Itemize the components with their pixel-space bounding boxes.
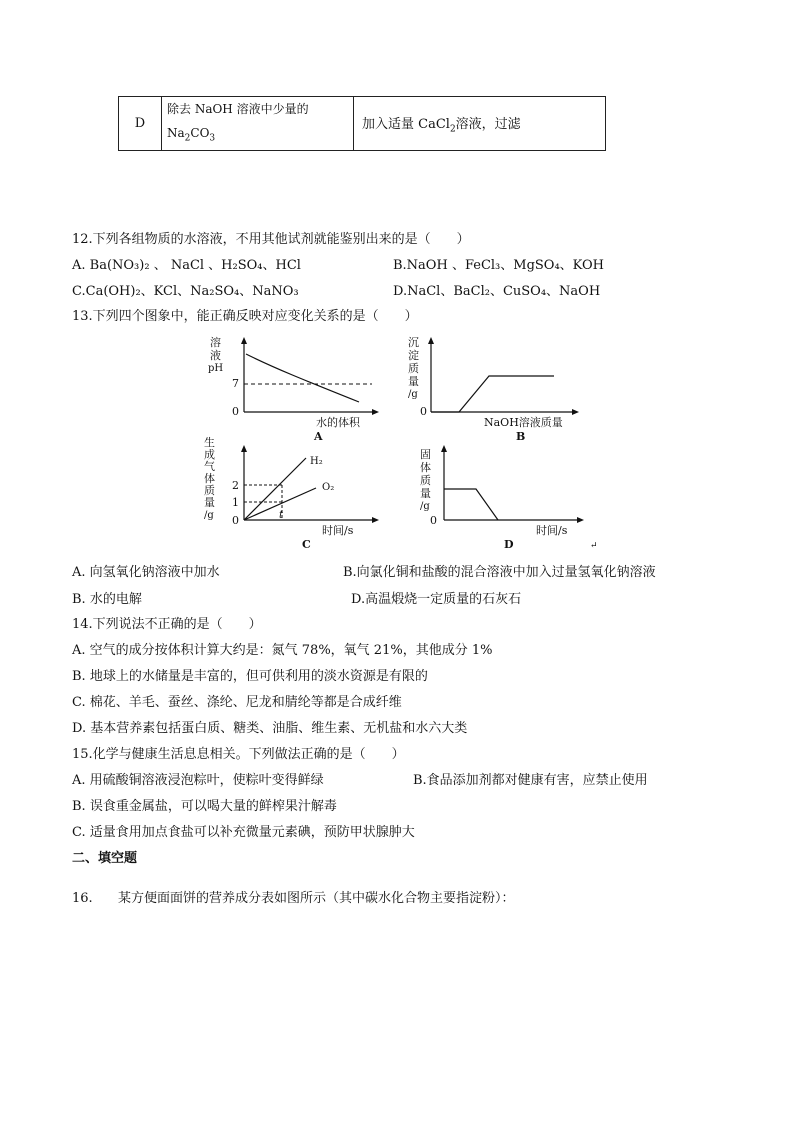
row-method: 加入适量 CaCl$_2$溶液，过滤 [354, 97, 606, 151]
graph-d-ylabel-3: 质 [420, 474, 431, 487]
graph-c-caption: C [302, 538, 311, 551]
q12-option-c: C.Ca(OH)₂、KCl、Na₂SO₄、NaNO₃ [72, 284, 299, 299]
graph-a-origin: 0 [232, 405, 239, 418]
graph-d-ylabel-2: 体 [420, 461, 431, 474]
graph-c-o2-label: O₂ [322, 482, 335, 493]
graph-d [420, 445, 598, 551]
graph-b-ylabel-3: 质 [408, 362, 419, 375]
row-key: D [119, 97, 162, 151]
q14-stem: 14.下列说法不正确的是（ ） [72, 617, 262, 632]
graph-d-line [444, 489, 498, 520]
graph-a-ylabel-2: 液 [210, 349, 221, 362]
q14-option-b: B. 地球上的水储量是丰富的，但可供利用的淡水资源是有限的 [72, 669, 428, 684]
q13-option-d: D.高温煅烧一定质量的石灰石 [351, 592, 522, 607]
q14-option-d: D. 基本营养素包括蛋白质、糖类、油脂、维生素、无机盐和水六大类 [72, 721, 468, 736]
q12-option-a: A. Ba(NO₃)₂ 、 NaCl 、H₂SO₄、HCl [72, 258, 301, 273]
graph-c-h2-label: H₂ [310, 456, 323, 467]
q13-graphs [194, 334, 604, 556]
graph-c-xlabel: 时间/s [322, 524, 354, 537]
graph-d-xlabel: 时间/s [536, 524, 568, 537]
graph-b-ylabel-4: 量 [408, 375, 419, 388]
q15-option-c: B. 误食重金属盐，可以喝大量的鲜榨果汁解毒 [72, 799, 337, 814]
graph-c-ylabel-2: 成 [204, 448, 215, 461]
q16-stem: 某方便面面饼的营养成分表如图所示（其中碳水化合物主要指淀粉）： [118, 891, 515, 906]
q16-number: 16. [72, 891, 93, 906]
q12-option-b: B.NaOH 、FeCl₃、MgSO₄、KOH [393, 258, 605, 273]
q12-option-d: D.NaCl、BaCl₂、CuSO₄、NaOH [393, 284, 601, 299]
graph-b-ylabel-1: 沉 [408, 336, 419, 349]
graph-c-tick-2: 2 [232, 479, 239, 492]
graph-c-origin: 0 [232, 514, 239, 527]
graph-b [408, 336, 579, 443]
svg-text:↵: ↵ [590, 541, 598, 551]
graph-c-ylabel-6: 量 [204, 496, 215, 509]
graph-a-xlabel: 水的体积 [316, 416, 360, 429]
q14-option-a: A. 空气的成分按体积计算大约是：氮气 78%，氧气 21%，其他成分 1% [72, 643, 493, 658]
section-title: 二、填空题 [72, 851, 138, 866]
q15-option-d: C. 适量食用加点食盐可以补充微量元素碘，预防甲状腺肿大 [72, 825, 415, 840]
graph-a-caption: A [314, 430, 323, 443]
graph-a-curve [246, 354, 359, 402]
graph-b-xlabel: NaOH溶液质量 [484, 416, 563, 429]
graph-c-ylabel-4: 体 [204, 472, 215, 485]
graph-c-h2-line [244, 458, 306, 520]
graph-c-tick-t: t [279, 510, 284, 521]
graph-a [208, 335, 379, 443]
options-table [118, 96, 606, 151]
graph-b-caption: B [516, 430, 526, 443]
graph-d-ylabel-1: 固 [420, 448, 431, 461]
q13-stem: 13.下列四个图象中，能正确反映对应变化关系的是（ ） [72, 309, 418, 324]
q15-stem: 15.化学与健康生活息息相关。下列做法正确的是（ ） [72, 747, 405, 762]
q15-option-a: A. 用硫酸铜溶液浸泡粽叶，使粽叶变得鲜绿 [72, 773, 324, 788]
graph-d-caption: D [504, 538, 514, 551]
q13-option-c: B. 水的电解 [72, 592, 142, 607]
q14-option-c: C. 棉花、羊毛、蚕丝、涤纶、尼龙和腈纶等都是合成纤维 [72, 695, 402, 710]
q15-option-b: B.食品添加剂都对健康有害，应禁止使用 [413, 773, 648, 788]
table-row [119, 97, 606, 151]
graph-b-ylabel-2: 淀 [408, 349, 419, 362]
q13-option-a: A. 向氢氧化钠溶液中加水 [72, 565, 220, 580]
q13-option-b: B.向氯化铜和盐酸的混合溶液中加入过量氢氧化钠溶液 [343, 565, 656, 580]
graph-a-ylabel-3: pH [208, 363, 224, 374]
graph-d-ylabel-4: 量 [420, 487, 431, 500]
graph-c-ylabel-1: 生 [204, 436, 215, 449]
row-target [162, 97, 354, 151]
q12-stem: 12.下列各组物质的水溶液，不用其他试剂就能鉴别出来的是（ ） [72, 232, 470, 247]
graph-d-origin: 0 [430, 514, 437, 527]
graph-b-line [431, 376, 554, 412]
graph-a-tick-7: 7 [232, 377, 239, 390]
graph-c [204, 435, 379, 551]
graph-b-ylabel-5: /g [408, 389, 418, 400]
graph-a-ylabel-1: 溶 [210, 336, 221, 349]
graph-c-ylabel-3: 气 [204, 460, 215, 473]
graph-d-ylabel-5: /g [420, 501, 430, 512]
graph-c-ylabel-7: /g [204, 510, 214, 521]
graph-b-origin: 0 [420, 405, 427, 418]
graph-c-ylabel-5: 质 [204, 484, 215, 497]
row-target-line1: 除去 NaOH 溶液中少量的 [167, 102, 309, 116]
row-target-line2: $Na_2CO_3$ [167, 126, 216, 144]
graph-c-tick-1: 1 [232, 496, 239, 509]
